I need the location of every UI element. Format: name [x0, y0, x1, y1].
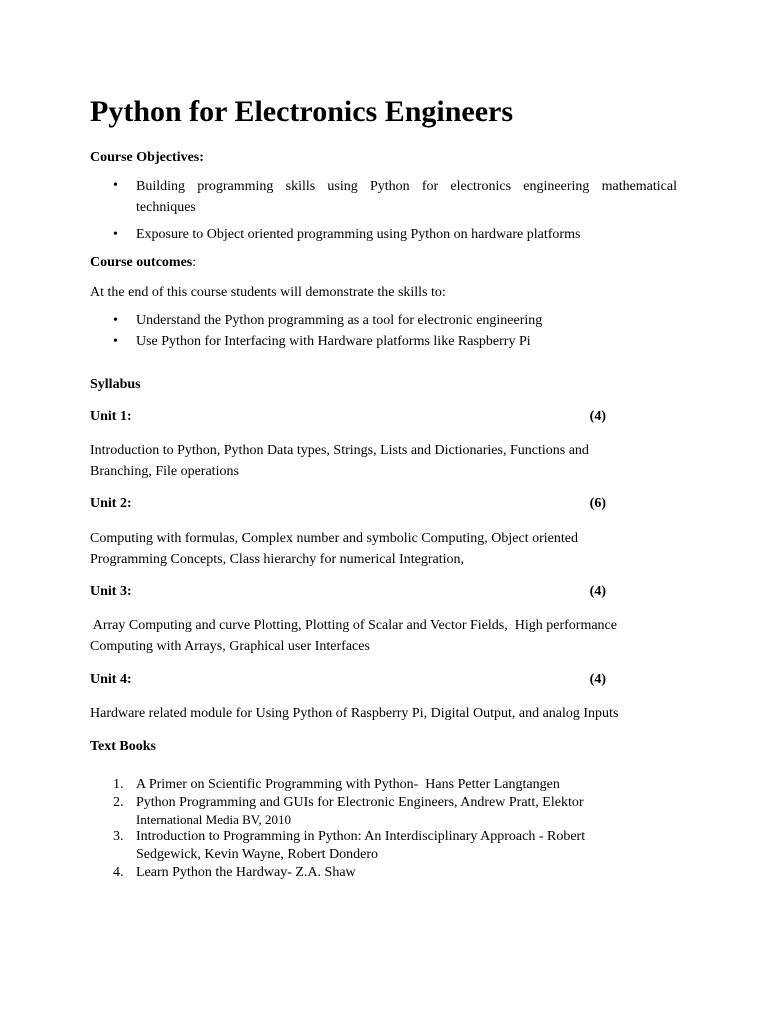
- bullet-icon: •: [113, 334, 118, 349]
- course-outcomes-colon: :: [192, 255, 197, 270]
- unit-1-description-line1: Introduction to Python, Python Data types, Strings, Lists and Dictionaries, Functions and: [90, 443, 589, 458]
- textbook-1-line1: A Primer on Scientific Programming with Python- Hans Petter Langtangen: [136, 777, 560, 792]
- objective-item-2: Exposure to Object oriented programming using Python on hardware platforms: [136, 227, 581, 242]
- unit-2-description-line1: Computing with formulas, Complex number and symbolic Computing, Object oriented: [90, 531, 578, 546]
- textbook-3-number: 3.: [113, 829, 124, 844]
- bullet-icon: •: [113, 227, 118, 242]
- unit-2-name: Unit 2:: [90, 496, 132, 511]
- syllabus-label: Syllabus: [90, 377, 141, 392]
- outcome-item-1: Understand the Python programming as a tool for electronic engineering: [136, 313, 543, 328]
- bullet-icon: •: [113, 313, 118, 328]
- textbook-4-number: 4.: [113, 865, 124, 880]
- unit-4-description-line1: Hardware related module for Using Python of Raspberry Pi, Digital Output, and analog Inputs: [90, 706, 619, 721]
- unit-2-header: [90, 494, 606, 514]
- textbook-3-line1: Introduction to Programming in Python: An Interdisciplinary Approach - Robert: [136, 829, 586, 844]
- unit-3-description-line2: Computing with Arrays, Graphical user Interfaces: [90, 639, 370, 654]
- unit-3-description-line1: Array Computing and curve Plotting, Plotting of Scalar and Vector Fields, High performance: [90, 618, 617, 633]
- objective-item-1-line1: Building programming skills using Python for electronics engineering mathematical: [136, 179, 677, 194]
- unit-3-name: Unit 3:: [90, 584, 132, 599]
- textbook-2-line1: Python Programming and GUIs for Electronic Engineers, Andrew Pratt, Elektor: [136, 795, 584, 810]
- objective-item-1: [136, 176, 677, 218]
- unit-4-header: [90, 670, 606, 690]
- course-objectives-label: Course Objectives:: [90, 150, 204, 165]
- unit-1-name: Unit 1:: [90, 409, 132, 424]
- unit-4-hours: (4): [589, 672, 606, 687]
- textbook-4-line1: Learn Python the Hardway- Z.A. Shaw: [136, 865, 356, 880]
- unit-1-hours: (4): [589, 409, 606, 424]
- outcomes-intro: At the end of this course students will demonstrate the skills to:: [90, 285, 446, 300]
- unit-4-name: Unit 4:: [90, 672, 132, 687]
- unit-2-description-line2: Programming Concepts, Class hierarchy for numerical Integration,: [90, 552, 465, 567]
- course-outcomes-label: Course outcomes: [90, 255, 193, 270]
- unit-1-header: [90, 407, 606, 427]
- outcome-item-2: Use Python for Interfacing with Hardware platforms like Raspberry Pi: [136, 334, 531, 349]
- textbook-3-line2: Sedgewick, Kevin Wayne, Robert Dondero: [136, 847, 378, 862]
- unit-3-header: [90, 582, 606, 602]
- textbook-2-number: 2.: [113, 795, 124, 810]
- unit-2-hours: (6): [589, 496, 606, 511]
- textbook-2-line2: International Media BV, 2010: [136, 812, 292, 827]
- course-outcomes-heading: [90, 253, 196, 273]
- unit-1-description-line2: Branching, File operations: [90, 464, 239, 479]
- page-title: Python for Electronics Engineers: [90, 95, 514, 128]
- unit-3-hours: (4): [589, 584, 606, 599]
- textbook-1-number: 1.: [113, 777, 124, 792]
- bullet-icon: •: [113, 178, 118, 193]
- text-books-label: Text Books: [90, 739, 157, 754]
- objective-item-1-line2: techniques: [136, 200, 196, 215]
